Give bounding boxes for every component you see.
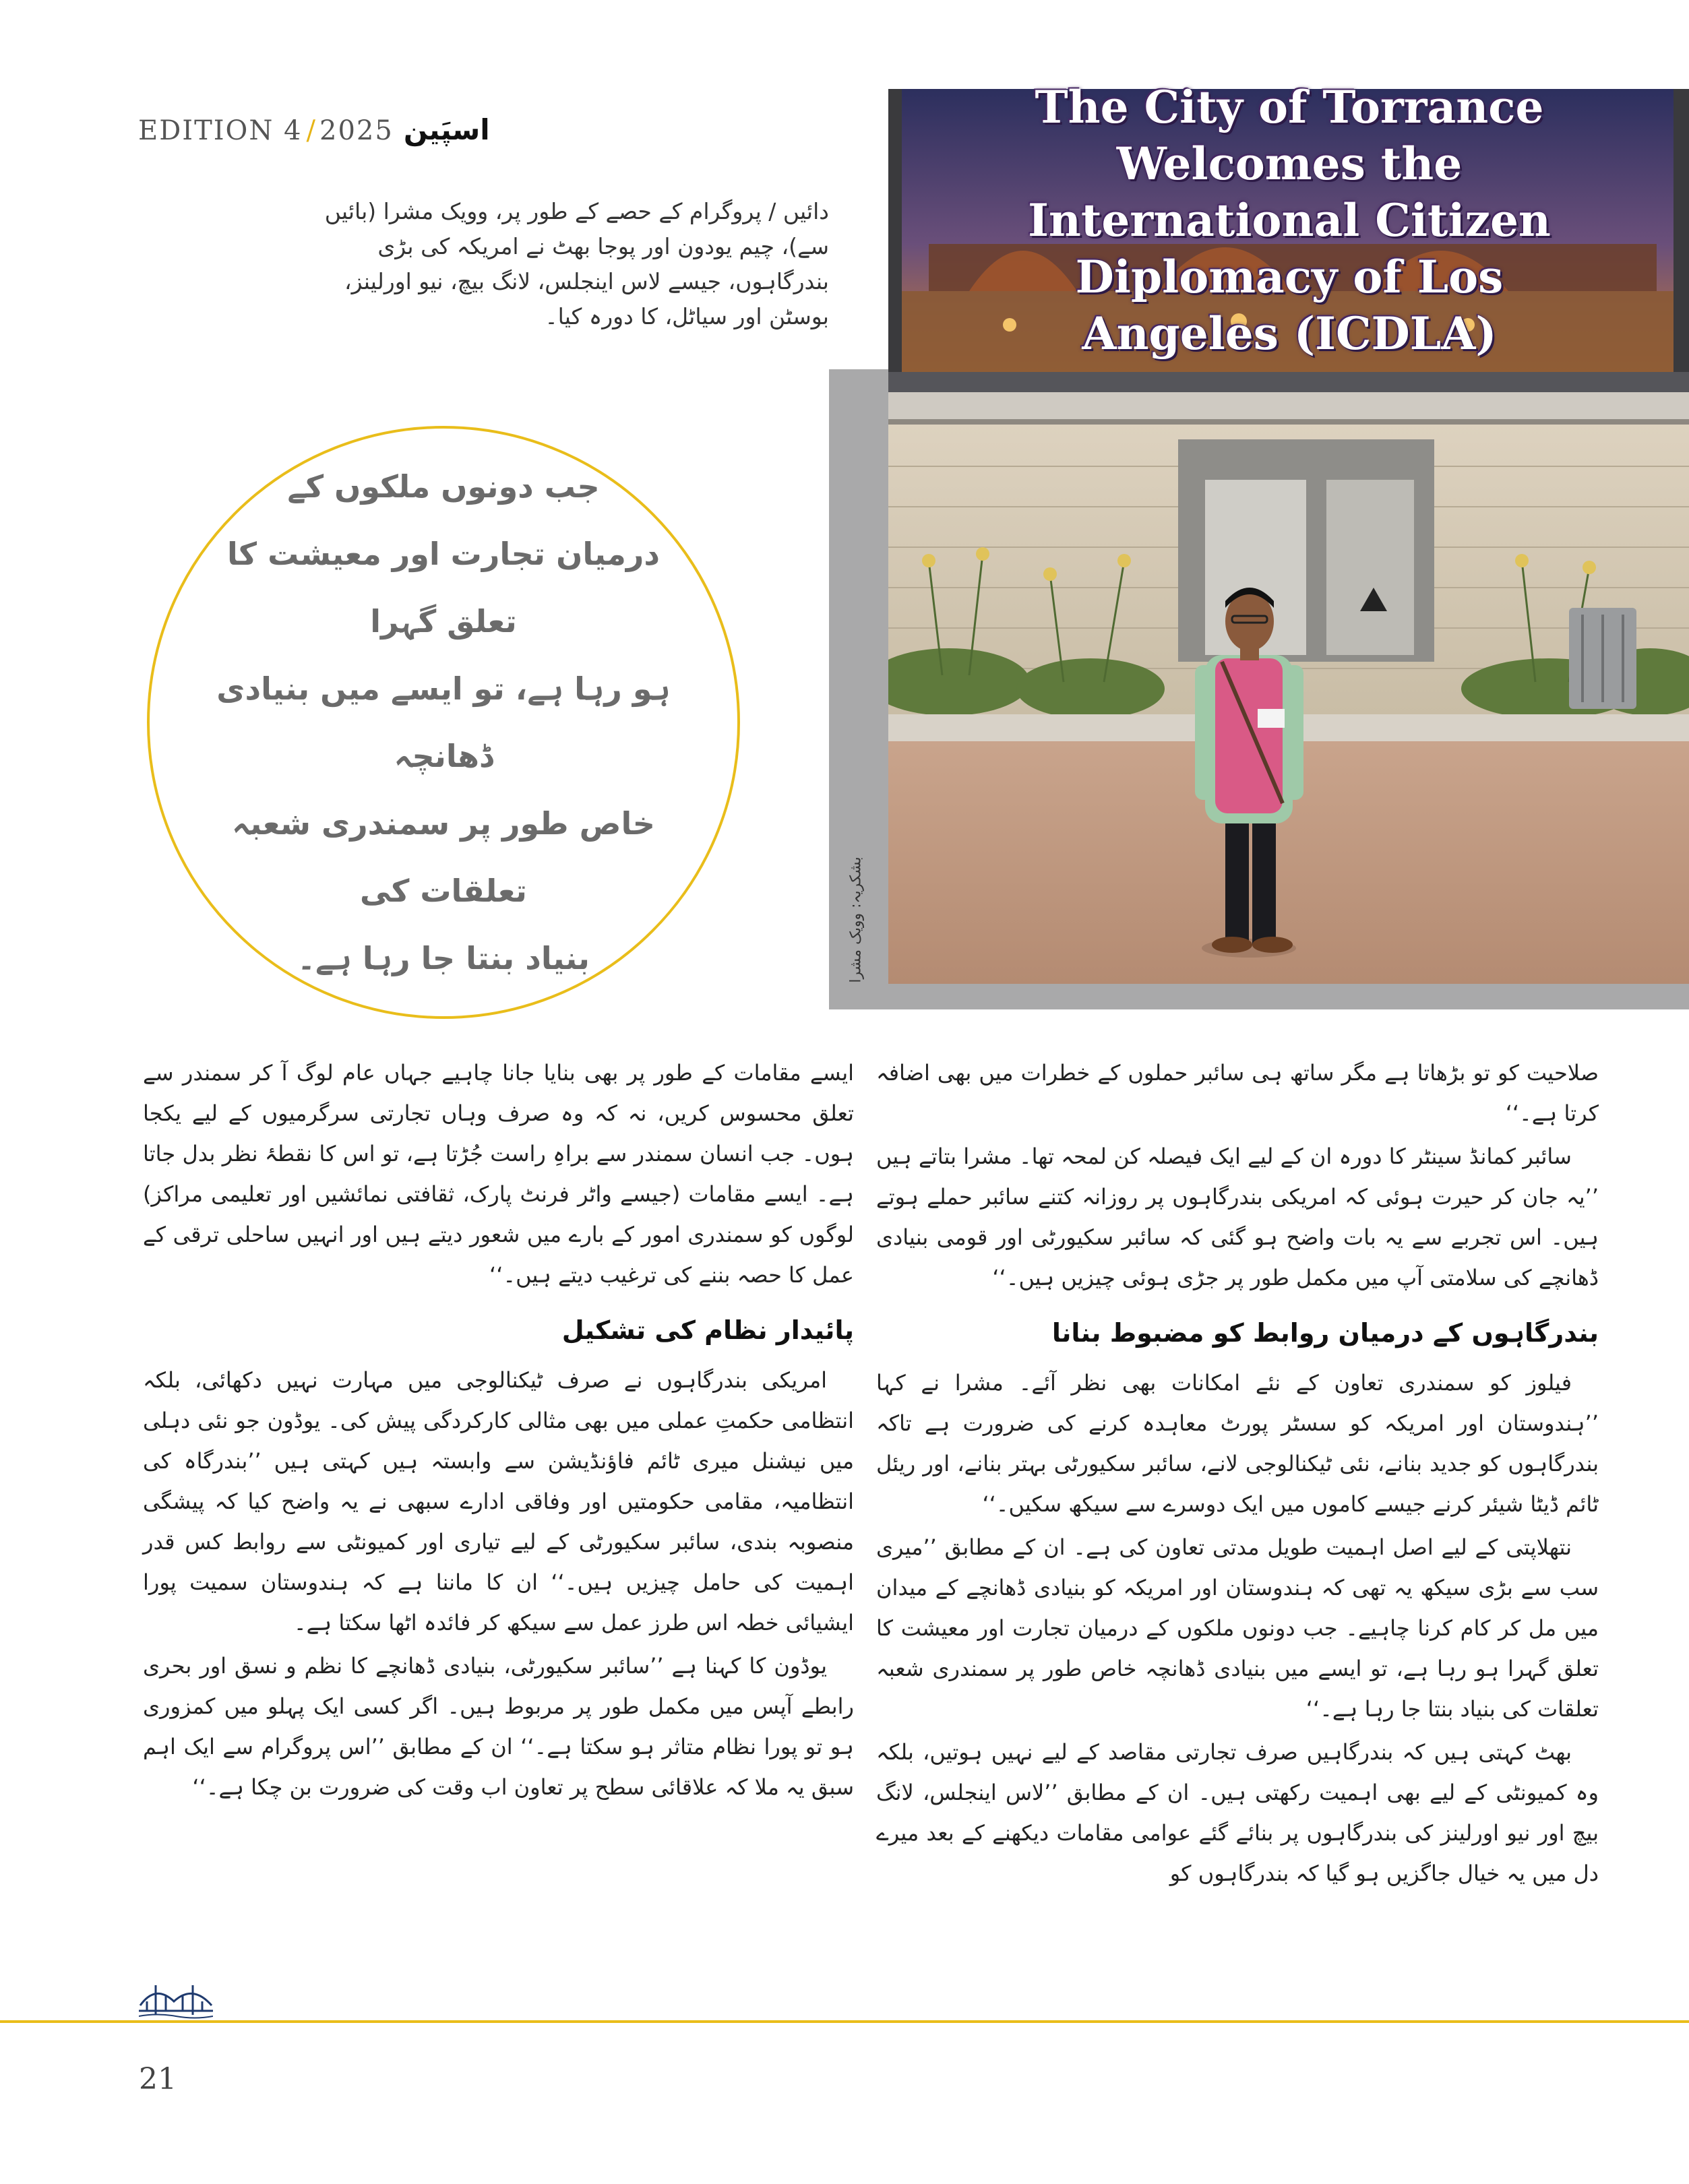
welcome-sign xyxy=(903,75,1676,365)
sign-line: Welcomes the xyxy=(1116,137,1463,190)
paragraph: صلاحیت کو تو بڑھاتا ہے مگر ساتھ ہی سائبر حملوں کے خطرات میں بھی اضافہ کرتا ہے۔‘‘ xyxy=(876,1060,1599,1126)
edition-label: EDITION 4 xyxy=(138,115,303,146)
sign-line: Diplomacy of Los xyxy=(1075,251,1504,303)
section-heading: پائیدار نظام کی تشکیل xyxy=(561,1315,854,1345)
paragraph: ایسے مقامات کے طور پر بھی بنایا جانا چاہیے جہاں عام لوگ آ کر سمندر سے تعلق محسوس کریں، نہ کہ وہ صرف وہاں تجارتی سرگرمیوں کے لیے یکجا ہوں۔ جب انسان سمندر سے براہِ راست جُڑتا ہے، تو اس کا نقطۂ نظر بدل جاتا ہے۔ ایسے مقامات (جیسے واٹر فرنٹ پارک، ثقافتی نمائشیں اور تعلیمی مراکز) لوگوں کو سمندری امور کے بارے میں شعور دیتے ہیں اور انہیں ساحلی ترقی کے عمل کا حصہ بننے کی ترغیب دیتے ہیں۔‘‘ xyxy=(143,1060,854,1288)
edition-year: 2025 xyxy=(319,115,394,146)
photo-credit xyxy=(842,846,869,994)
article-column-left xyxy=(143,1053,854,1810)
pull-quote-line: ہو رہا ہے، تو ایسے میں بنیادی ڈھانچہ xyxy=(216,670,671,774)
paragraph: فیلوز کو سمندری تعاون کے نئے امکانات بھی نظر آئے۔ مشرا نے کہا ’’ہندوستان اور امریکہ کو سسٹر پورٹ معاہدہ کرنے کی ضرورت ہے تاکہ بندرگاہوں کو جدید بنانے، نئی ٹیکنالوجی لانے، سائبر سکیورٹی بہتر بنانے، اور ریئل ٹائم ڈیٹا شیئر کرنے جیسے کاموں میں ایک دوسرے سے سیکھ سکیں۔‘‘ xyxy=(876,1370,1599,1517)
running-header xyxy=(138,113,490,154)
page-number: 21 xyxy=(139,2062,177,2096)
pull-quote-line: بنیاد بنتا جا رہا ہے۔ xyxy=(297,940,590,976)
article-column-right xyxy=(876,1053,1599,1896)
photo-credit-text: بشکریہ: وویک مشرا xyxy=(847,856,865,983)
magazine-name: اسپَین xyxy=(403,113,490,146)
pull-quote-circle xyxy=(147,426,740,1019)
photo-caption: دائیں / پروگرام کے حصے کے طور پر، وویک مشرا (بائیں سے)، چیم یودون اور پوجا بھٹ نے امریکہ کی بڑی بندرگاہوں، جیسے لاس اینجلس، لانگ بیچ، نیو اورلینز، بوسٹن اور سیاٹل، کا دورہ کیا۔ xyxy=(324,198,829,330)
pull-quote xyxy=(187,453,700,992)
paragraph: سائبر کمانڈ سینٹر کا دورہ ان کے لیے ایک فیصلہ کن لمحہ تھا۔ مشرا بتاتے ہیں ’’یہ جان کر حیرت ہوئی کہ امریکی بندرگاہوں پر روزانہ کتنے سائبر حملے ہوتے ہیں۔ اس تجربے سے یہ بات واضح ہو گئی کہ سائبر سکیورٹی اور قومی بنیادی ڈھانچے کی سلامتی آپ میں مکمل طور پر جڑی ہوئی چیزیں ہیں۔‘‘ xyxy=(876,1144,1599,1290)
pull-quote-line: خاص طور پر سمندری شعبہ تعلقات کی xyxy=(232,805,655,909)
bridge-icon xyxy=(139,1981,213,2020)
sign-line: Angeles (ICDLA) xyxy=(1082,307,1497,360)
paragraph: بھٹ کہتی ہیں کہ بندرگاہیں صرف تجارتی مقاصد کے لیے نہیں ہوتیں، بلکہ وہ کمیونٹی کے لیے بھی اہمیت رکھتی ہیں۔ ان کے مطابق ’’لاس اینجلس، لانگ بیچ اور نیو اورلینز کی بندرگاہوں پر بنائے گئے عوامی مقامات دیکھنے کے بعد میرے دل میں یہ خیال جاگزیں ہو گیا کہ بندرگاہوں کو xyxy=(876,1739,1599,1886)
paragraph: یوڈون کا کہنا ہے ’’سائبر سکیورٹی، بنیادی ڈھانچے کا نظم و نسق اور بحری رابطے آپس میں مکمل طور پر مربوط ہیں۔ اگر کسی ایک پہلو میں کمزوری ہو تو پورا نظام متاثر ہو سکتا ہے۔‘‘ ان کے مطابق ’’اس پروگرام سے ایک اہم سبق یہ ملا کہ علاقائی سطح پر تعاون اب وقت کی ضرورت بن چکا ہے۔‘‘ xyxy=(143,1653,854,1800)
pull-quote-line: درمیان تجارت اور معیشت کا تعلق گہرا xyxy=(227,536,660,639)
paragraph: نتھلاپتی کے لیے اصل اہمیت طویل مدتی تعاون کی ہے۔ ان کے مطابق ’’میری سب سے بڑی سیکھ یہ تھی کہ ہندوستان اور امریکہ کو بنیادی ڈھانچے کے میدان میں مل کر کام کرنا چاہیے۔ جب دونوں ملکوں کے درمیان تجارت اور معیشت کا تعلق گہرا ہو رہا ہے، تو ایسے میں بنیادی ڈھانچہ خاص طور پر سمندری شعبہ تعلقات کی بنیاد بنتا جا رہا ہے۔‘‘ xyxy=(876,1534,1599,1722)
sign-line: International Citizen xyxy=(1028,194,1551,247)
header-separator: / xyxy=(306,115,315,146)
footer-rule xyxy=(0,2020,1689,2023)
section-heading: بندرگاہوں کے درمیان روابط کو مضبوط بنانا xyxy=(1051,1318,1599,1348)
paragraph: امریکی بندرگاہوں نے صرف ٹیکنالوجی میں مہارت نہیں دکھائی، بلکہ انتظامی حکمتِ عملی میں بھی مثالی کارکردگی پیش کی۔ یوڈون جو نئی دہلی میں نیشنل میری ٹائم فاؤنڈیشن سے وابستہ ہیں کہتی ہیں ’’بندرگاہ کی انتظامیہ، مقامی حکومتیں اور وفاقی ادارے سبھی نے یہ واضح کیا کہ پیشگی منصوبہ بندی، سائبر سکیورٹی کے لیے تیاری اور کمیونٹی سے روابط کس قدر اہمیت کی حامل چیزیں ہیں۔‘‘ ان کا ماننا ہے کہ ہندوستان سمیت پورا ایشیائی خطہ اس طرز عمل سے سیکھ کر فائدہ اٹھا سکتا ہے۔ xyxy=(143,1367,854,1635)
sign-line: The City of Torrance xyxy=(1035,81,1544,133)
pull-quote-line: جب دونوں ملکوں کے xyxy=(287,468,600,505)
